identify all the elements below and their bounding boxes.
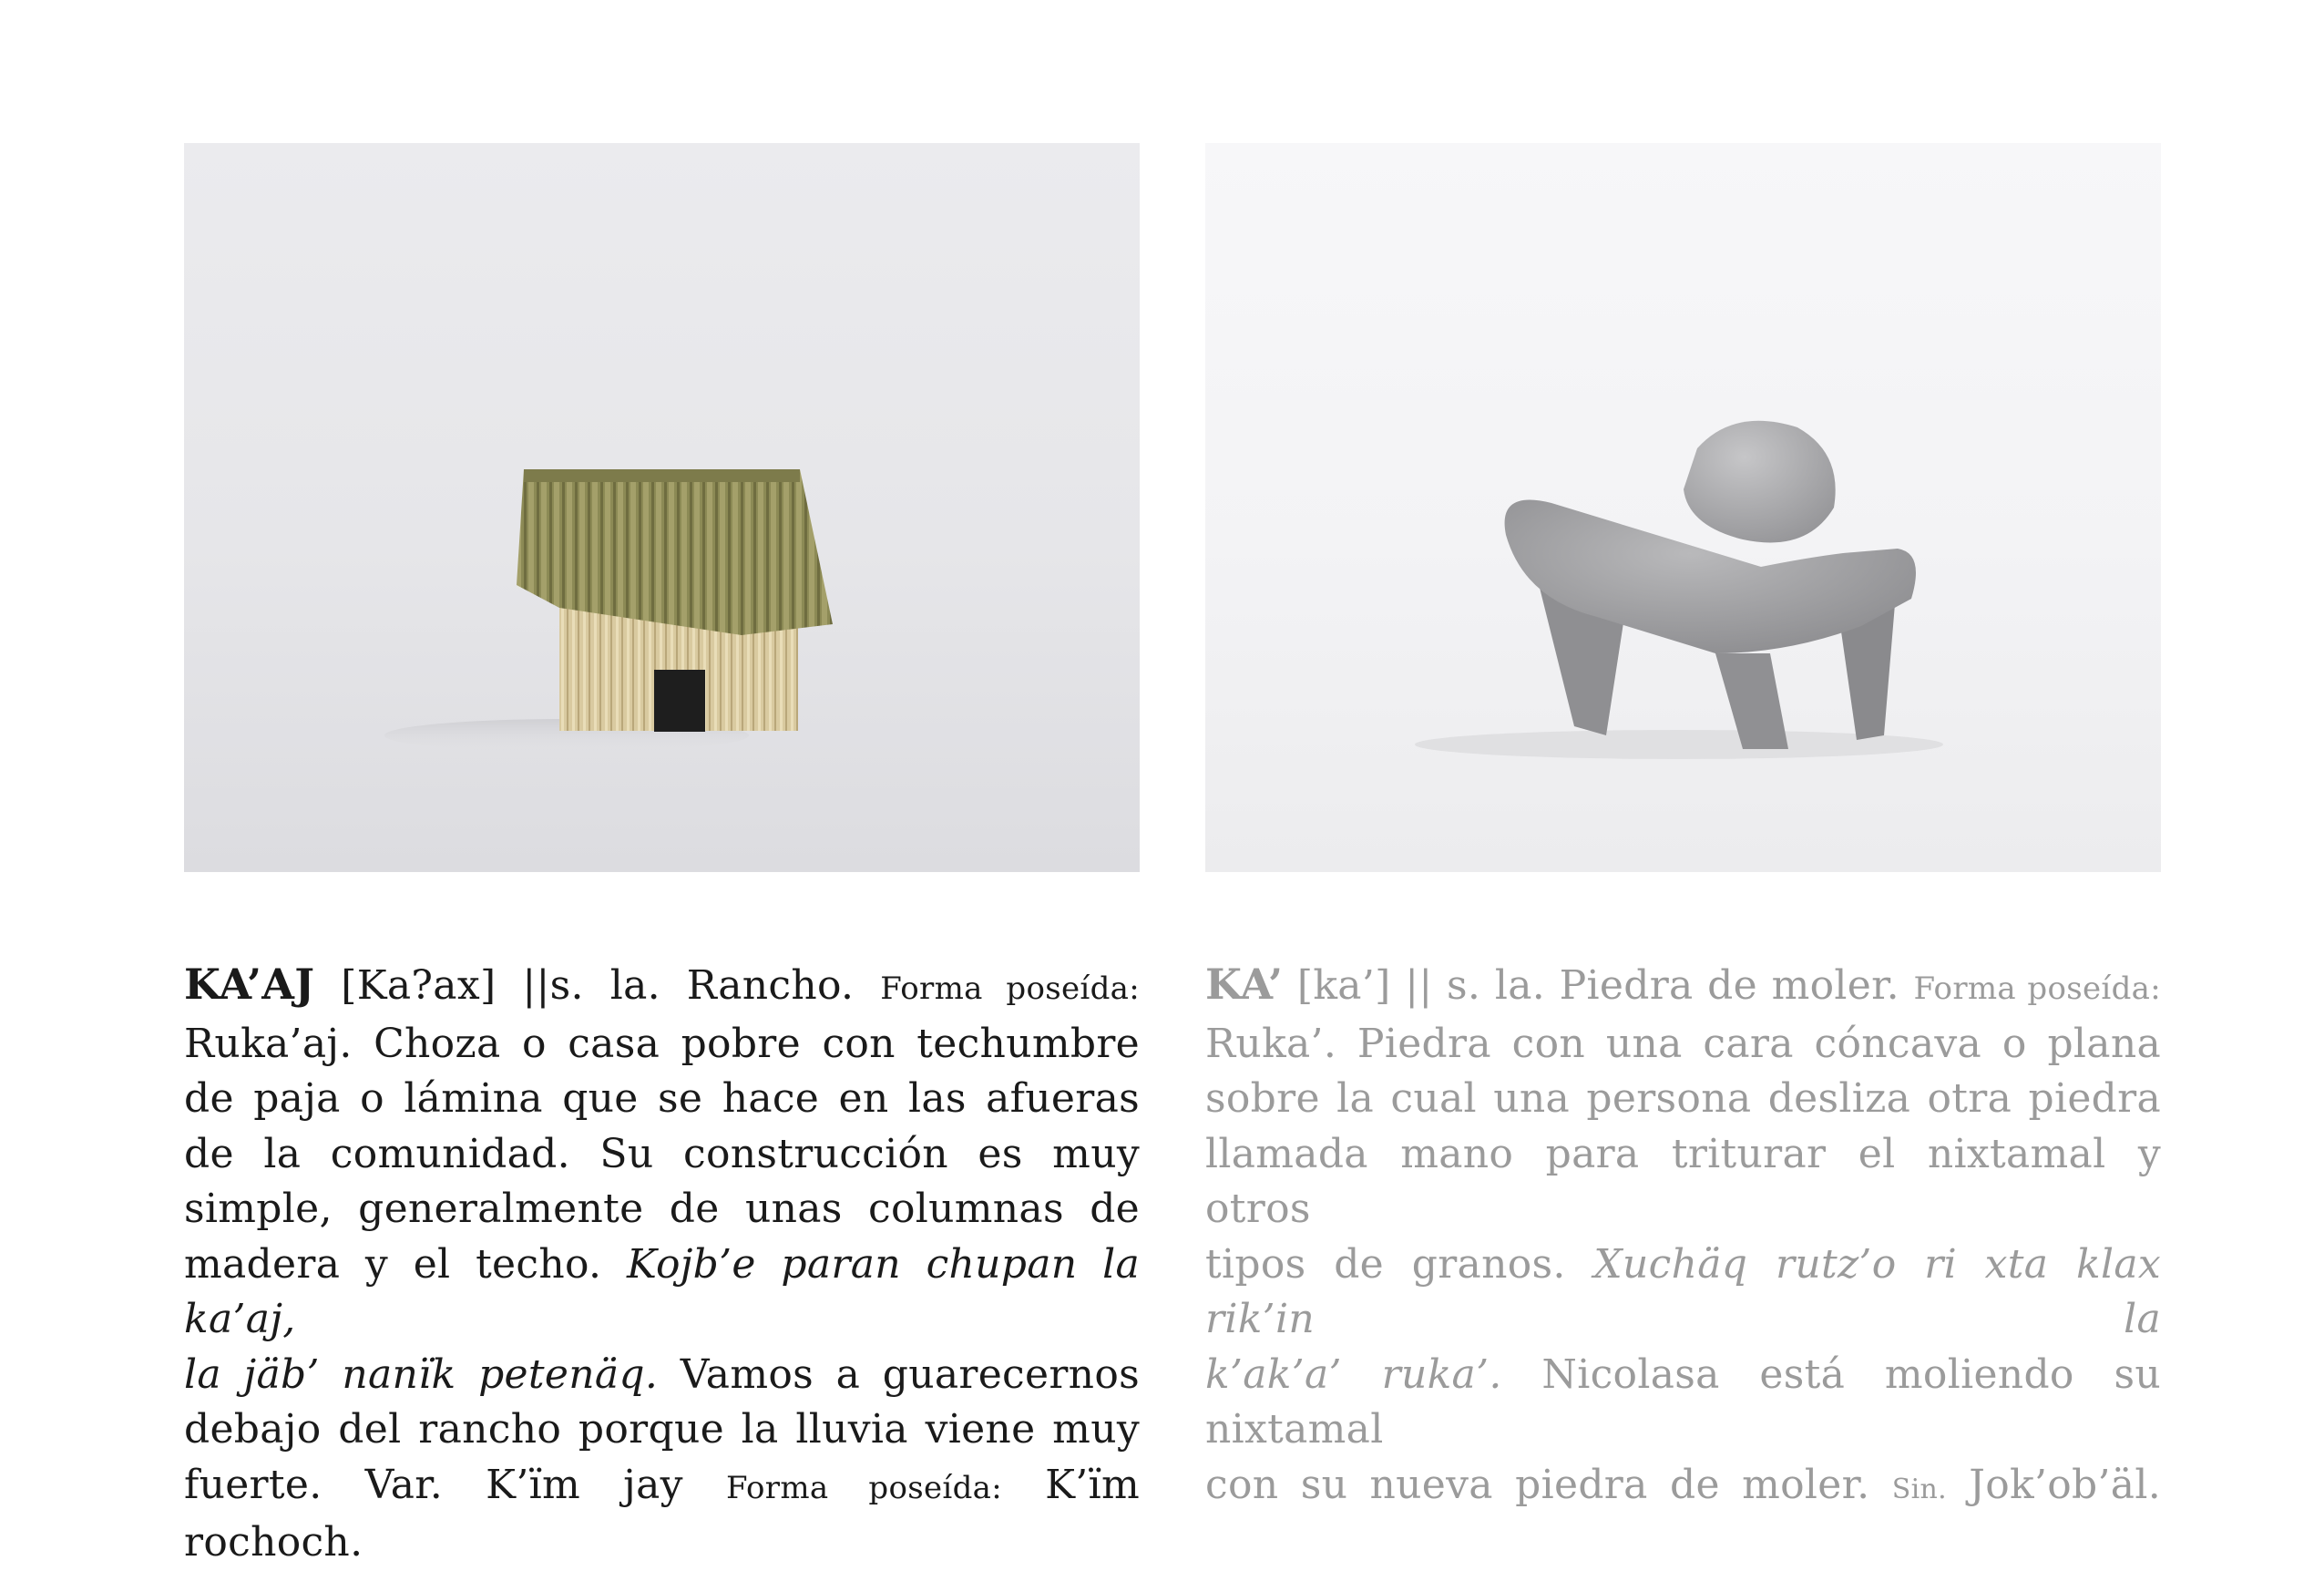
translation-text: Nicolasa está moliendo su nixtamal <box>1205 1350 2161 1453</box>
entry-line: de la comunidad. Su construcción es muy <box>184 1130 1140 1177</box>
grammar-note: ||s. la. Rancho. <box>522 962 855 1009</box>
entry-line <box>1205 1348 2161 1458</box>
entry-line <box>1205 1237 2161 1348</box>
entry-line: debajo del rancho porque la lluvia viene muy <box>184 1406 1140 1453</box>
headword: KA’ <box>1205 960 1284 1009</box>
possessed-form-label: Forma poseída: <box>880 970 1140 1007</box>
entry-line <box>1205 957 2161 1017</box>
entry-line: Ruka’aj. Choza o casa pobre con techumbre <box>184 1020 1140 1067</box>
grinding-stone-illustration <box>1205 143 2161 872</box>
entry-line: Ruka’. Piedra con una cara cóncava o plana <box>1205 1020 2161 1067</box>
grammar-note: || s. la. Piedra de moler. <box>1405 962 1899 1009</box>
example-sentence: Xuchäq rutz’o ri xta klax rik’in la <box>1205 1240 2162 1342</box>
entry-line <box>184 1458 1140 1571</box>
entry-line: llamada mano para triturar el nixtamal y otros <box>1205 1130 2161 1232</box>
entry-line: simple, generalmente de unas columnas de <box>184 1186 1140 1232</box>
example-sentence: Kojb’e paran chupan la ka’aj, <box>184 1240 1140 1342</box>
pronunciation: [Ka?ax] <box>341 962 497 1009</box>
translation-text: con su nueva piedra de moler. <box>1205 1461 1870 1508</box>
example-sentence: la jäb’ nanïk petenäq. <box>184 1350 659 1398</box>
possessed-form-label: Forma poseída: <box>1913 970 2161 1007</box>
photo-straw-hut <box>184 143 1140 872</box>
entry-line <box>184 957 1140 1017</box>
possessed-form-label: Forma poseída: <box>725 1469 1002 1506</box>
synonym-label: Sin. <box>1891 1473 1947 1505</box>
headword: KA’AJ <box>184 960 315 1009</box>
entry-line <box>1205 1458 2161 1518</box>
translation-text: Vamos a guarecernos <box>680 1350 1140 1398</box>
synonym: Jok’ob’äl. <box>1969 1461 2161 1508</box>
definition-text: madera y el techo. <box>184 1240 602 1288</box>
variant-text: fuerte. Var. K’ïm jay <box>184 1461 683 1508</box>
entry-line <box>184 1237 1140 1348</box>
photo-grinding-stone <box>1205 143 2161 872</box>
dictionary-entry-ka <box>1205 957 2161 1517</box>
entry-line: sobre la cual una persona desliza otra piedra <box>1205 1075 2161 1122</box>
pronunciation: [ka’] <box>1296 962 1391 1009</box>
entry-line <box>184 1348 1140 1403</box>
entry-line: de paja o lámina que se hace en las afueras <box>184 1075 1140 1122</box>
dictionary-entry-kaaj <box>184 957 1140 1571</box>
straw-hut-illustration <box>184 143 1140 872</box>
example-sentence: k’ak’a’ ruka’. <box>1205 1350 1502 1398</box>
definition-text: tipos de granos. <box>1205 1240 1566 1288</box>
possessed-form: K’ïm rochoch. <box>184 1461 1140 1566</box>
